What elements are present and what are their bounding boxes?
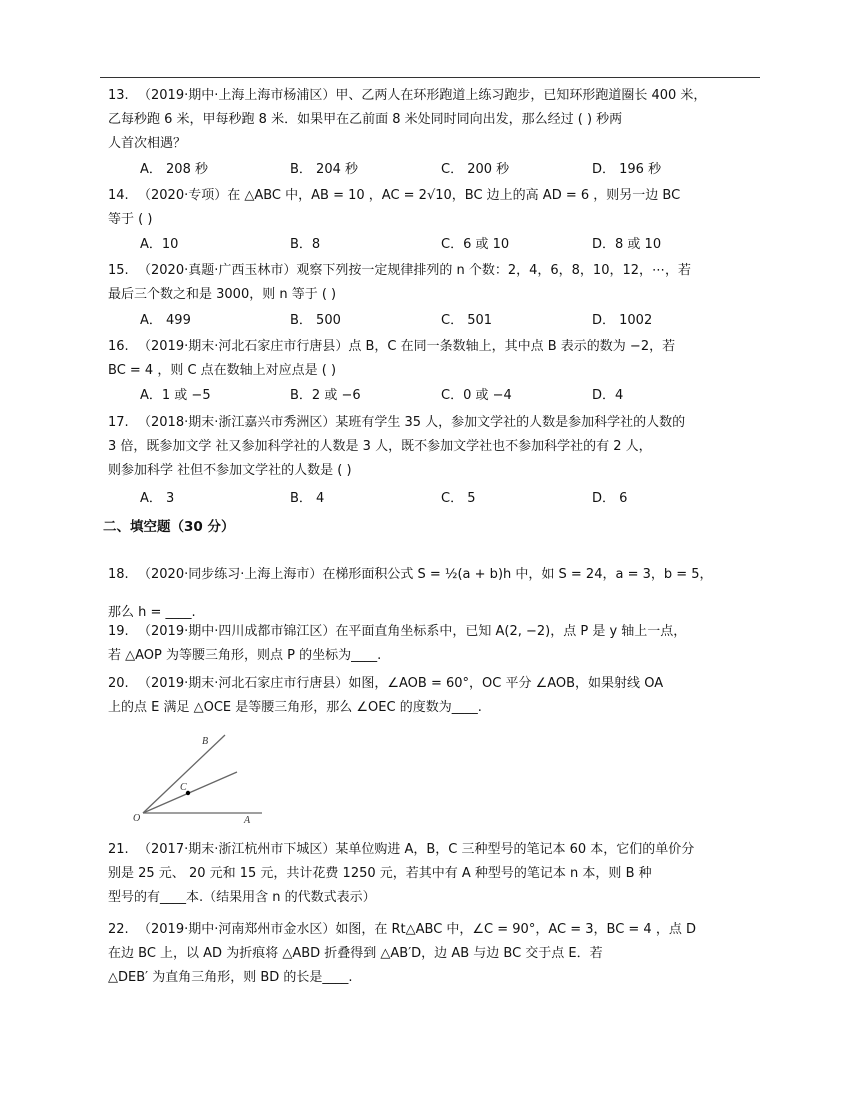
option-c[interactable]: C． 200 秒 (441, 162, 510, 177)
section-title: 二、填空题（30 分） (103, 519, 235, 535)
question-text: 那么 h = ____. (108, 605, 196, 620)
question-text: 等于 ( ) (108, 212, 153, 227)
option-c[interactable]: C．0 或 −4 (441, 388, 512, 403)
option-a[interactable]: A． 499 (140, 313, 191, 328)
question-text: 上的点 E 满足 △OCE 是等腰三角形，那么 ∠OEC 的度数为____. (108, 700, 482, 715)
question-number: 18. (108, 567, 129, 582)
option-c[interactable]: C． 5 (441, 491, 476, 506)
question-14 (108, 184, 763, 232)
label-b: B (202, 736, 209, 747)
options-13 (140, 159, 740, 181)
question-number: 20. (108, 676, 129, 691)
question-text: （2020·真题·广西玉林市）观察下列按一定规律排列的 n 个数：2，4，6，8，10，12，⋯，若 (138, 263, 692, 278)
question-text: 人首次相遇？ (108, 136, 187, 151)
option-c[interactable]: C． 501 (441, 313, 493, 328)
question-text: 型号的有____本.（结果用含 n 的代数式表示） (108, 890, 376, 905)
question-number: 14. (108, 188, 129, 203)
question-text: （2019·期末·河北石家庄市行唐县）点 B，C 在同一条数轴上，其中点 B 表示的数为 −2，若 (138, 339, 676, 354)
question-number: 16. (108, 339, 129, 354)
angle-figure (130, 730, 270, 825)
question-text: （2020·专项）在 △ABC 中，AB = 10 ，AC = 2√10，BC 边上的高 AD = 6 ，则另一边 BC (138, 188, 681, 203)
question-text: （2019·期中·河南郑州市金水区）如图，在 Rt△ABC 中，∠C = 90°，AC = 3，BC = 4 ，点 D (138, 922, 696, 937)
question-19 (108, 620, 763, 668)
question-number: 22. (108, 922, 129, 937)
question-number: 17. (108, 415, 129, 430)
question-text: BC = 4 ，则 C 点在数轴上对应点是 ( ) (108, 363, 337, 378)
options-17 (140, 488, 740, 510)
question-text: 则参加科学 社但不参加文学社的人数是 ( ) (108, 463, 352, 478)
question-15 (108, 259, 763, 307)
option-b[interactable]: B． 204 秒 (290, 162, 358, 177)
option-d[interactable]: D．8 或 10 (592, 237, 662, 252)
question-text: 在边 BC 上，以 AD 为折痕将 △ABD 折叠得到 △AB′D，边 AB 与边 BC 交于点 E．若 (108, 946, 603, 961)
ray-ob (143, 735, 225, 813)
question-text: （2018·期末·浙江嘉兴市秀洲区）某班有学生 35 人，参加文学社的人数是参加科学社的人数的 (138, 415, 686, 430)
question-text: 乙每秒跑 6 米，甲每秒跑 8 米．如果甲在乙前面 8 米处同时同向出发，那么经过 ( ) 秒两 (108, 112, 623, 127)
question-text: （2019·期中·四川成都市锦江区）在平面直角坐标系中，已知 A(2, −2)，点 P 是 y 轴上一点， (138, 624, 687, 639)
question-text: （2019·期中·上海上海市杨浦区）甲、乙两人在环形跑道上练习跑步，已知环形跑道圈长 400 米， (138, 88, 707, 103)
question-number: 21. (108, 842, 129, 857)
question-text: （2019·期末·河北石家庄市行唐县）如图，∠AOB = 60°，OC 平分 ∠AOB，如果射线 OA (138, 676, 664, 691)
question-text: 别是 25 元、 20 元和 15 元，共计花费 1250 元，若其中有 A 种型号的笔记本 n 本，则 B 种 (108, 866, 652, 881)
question-number: 15. (108, 263, 129, 278)
option-a[interactable]: A． 208 秒 (140, 162, 208, 177)
label-a: A (244, 815, 251, 825)
question-13 (108, 84, 763, 156)
question-20 (108, 672, 763, 720)
question-number: 19. (108, 624, 129, 639)
option-c[interactable]: C．6 或 10 (441, 237, 510, 252)
label-c: C (180, 782, 187, 793)
question-text: △DEB′ 为直角三角形，则 BD 的长是____. (108, 970, 353, 985)
option-d[interactable]: D． 6 (592, 491, 628, 506)
question-text: （2017·期末·浙江杭州市下城区）某单位购进 A，B，C 三种型号的笔记本 60 本，它们的单价分 (138, 842, 695, 857)
option-d[interactable]: D． 1002 (592, 313, 653, 328)
question-number: 13. (108, 88, 129, 103)
option-a[interactable]: A．1 或 −5 (140, 388, 211, 403)
question-text: 若 △AOP 为等腰三角形，则点 P 的坐标为____. (108, 648, 382, 663)
option-d[interactable]: D． 196 秒 (592, 162, 662, 177)
options-14 (140, 234, 740, 256)
option-a[interactable]: A． 3 (140, 491, 175, 506)
option-b[interactable]: B．2 或 −6 (290, 388, 361, 403)
header-rule (100, 77, 760, 78)
option-b[interactable]: B． 500 (290, 313, 341, 328)
question-21 (108, 838, 763, 910)
question-text: 3 倍，既参加文学 社又参加科学社的人数是 3 人，既不参加文学社也不参加科学社的有 2 人， (108, 439, 652, 454)
label-o: O (133, 813, 141, 824)
options-16 (140, 385, 740, 407)
question-text: 最后三个数之和是 3000，则 n 等于 ( ) (108, 287, 337, 302)
option-b[interactable]: B． 4 (290, 491, 325, 506)
question-text: （2020·同步练习·上海上海市）在梯形面积公式 S = ½(a + b)h 中，如 S = 24，a = 3，b = 5， (138, 567, 713, 582)
question-16 (108, 335, 763, 383)
question-22 (108, 918, 763, 990)
option-a[interactable]: A．10 (140, 237, 179, 252)
options-15 (140, 310, 740, 332)
question-17 (108, 411, 763, 483)
option-d[interactable]: D．4 (592, 388, 624, 403)
option-b[interactable]: B．8 (290, 237, 321, 252)
